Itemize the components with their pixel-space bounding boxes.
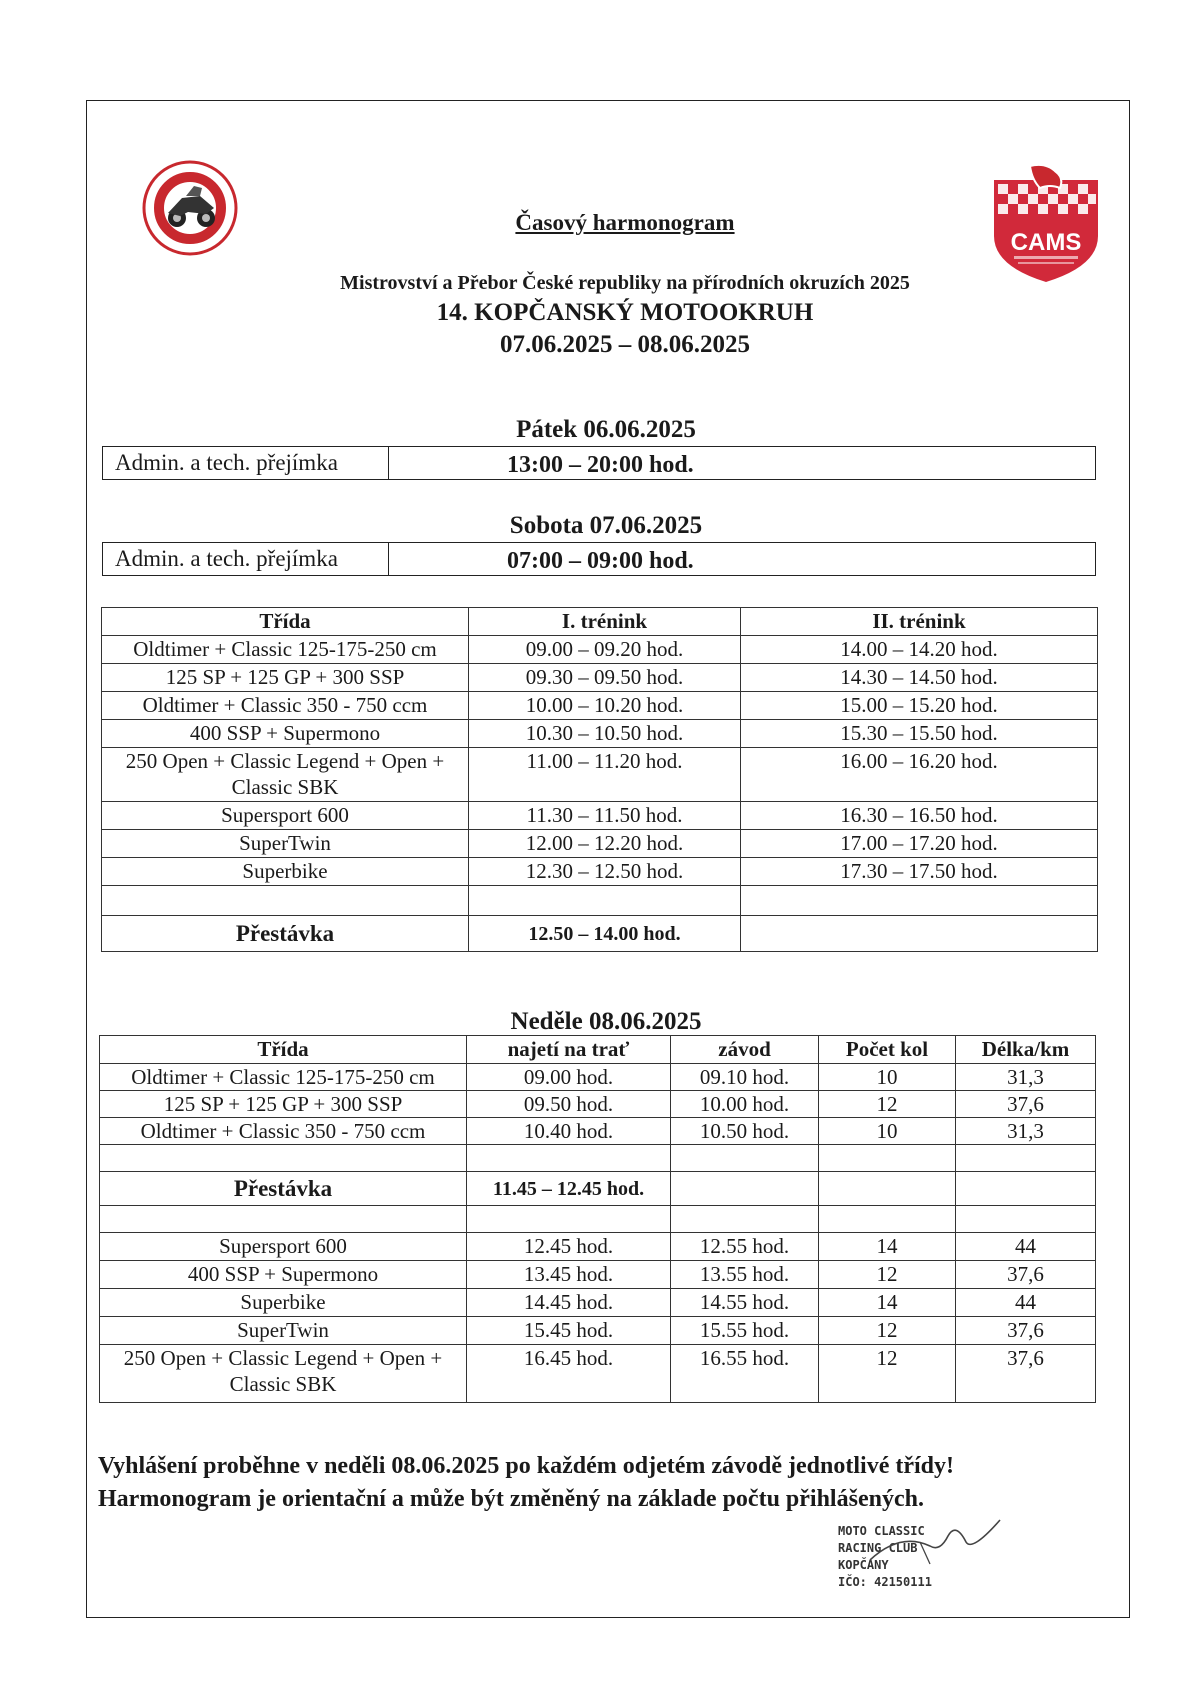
training-1-cell: 12.00 – 12.20 hod. [469,830,741,858]
footer-line-2: Harmonogram je orientační a může být změněný na základe počtu přihlášených. [98,1486,924,1512]
saturday-admin-row [102,542,1096,576]
track-entry-cell: 12.45 hod. [467,1233,671,1261]
training-2-cell: 16.00 – 16.20 hod. [741,748,1098,802]
break-time: 12.50 – 14.00 hod. [469,916,741,952]
club-logo [122,158,258,258]
race-cell: 13.55 hod. [671,1261,819,1289]
friday-admin-row [102,446,1096,480]
stamp-line: RACING CLUB [838,1541,918,1555]
training-1-cell: 10.00 – 10.20 hod. [469,692,741,720]
table-row [102,830,1098,858]
table-row [100,1317,1096,1345]
championship-subtitle: Mistrovství a Přebor České republiky na přírodních okruzích 2025 [340,272,910,294]
class-cell: Supersport 600 [100,1233,467,1261]
event-dates: 07.06.2025 – 08.06.2025 [500,331,750,358]
signature [860,1512,1010,1572]
table-header-row [102,608,1098,636]
friday-admin-time: 13:00 – 20:00 hod. [507,452,694,478]
table-row [102,664,1098,692]
training-1-cell: 10.30 – 10.50 hod. [469,720,741,748]
class-cell: Oldtimer + Classic 350 - 750 ccm [100,1118,467,1145]
table-row [102,692,1098,720]
class-cell: Oldtimer + Classic 125-175-250 cm [100,1064,467,1091]
laps-cell: 12 [819,1345,956,1403]
cams-logo [990,162,1102,286]
table-row [100,1064,1096,1091]
length-cell: 37,6 [956,1091,1096,1118]
event-name: 14. KOPČANSKÝ MOTOOKRUH [436,299,814,326]
saturday-admin-time: 07:00 – 09:00 hod. [507,548,694,574]
saturday-heading: Sobota 07.06.2025 [509,512,703,539]
table-row [102,748,1098,802]
table-header-row [100,1036,1096,1064]
class-cell: Superbike [100,1289,467,1317]
training-2-cell: 14.00 – 14.20 hod. [741,636,1098,664]
table-row [100,1345,1096,1403]
training-2-cell: 15.30 – 15.50 hod. [741,720,1098,748]
class-cell: 125 SP + 125 GP + 300 SSP [102,664,469,692]
saturday-training-table [101,607,1098,952]
stamp-line: KOPČANY [838,1558,889,1572]
column-header: I. trénink [469,608,741,636]
training-1-cell: 09.30 – 09.50 hod. [469,664,741,692]
sunday-heading: Neděle 08.06.2025 [510,1008,702,1035]
table-row [102,636,1098,664]
race-cell: 10.00 hod. [671,1091,819,1118]
saturday-admin-label: Admin. a tech. přejímka [103,543,389,575]
laps-cell: 14 [819,1233,956,1261]
training-2-cell: 15.00 – 15.20 hod. [741,692,1098,720]
column-header: závod [671,1036,819,1064]
document-title: Časový harmonogram [515,210,735,235]
column-header: Třída [102,608,469,636]
training-1-cell: 12.30 – 12.50 hod. [469,858,741,886]
stamp-line: IČO: 42150111 [838,1575,932,1589]
friday-admin-label: Admin. a tech. přejímka [103,447,389,479]
break-row [100,1172,1096,1206]
column-header: Délka/km [956,1036,1096,1064]
track-entry-cell: 13.45 hod. [467,1261,671,1289]
class-cell: Superbike [102,858,469,886]
column-header: najetí na trať [467,1036,671,1064]
training-1-cell: 09.00 – 09.20 hod. [469,636,741,664]
table-row [100,1091,1096,1118]
race-cell: 09.10 hod. [671,1064,819,1091]
track-entry-cell: 16.45 hod. [467,1345,671,1403]
class-cell: 400 SSP + Supermono [100,1261,467,1289]
laps-cell: 10 [819,1064,956,1091]
friday-heading: Pátek 06.06.2025 [516,416,696,443]
class-cell: 125 SP + 125 GP + 300 SSP [100,1091,467,1118]
stamp-line: MOTO CLASSIC [838,1524,925,1538]
break-time: 11.45 – 12.45 hod. [467,1172,671,1206]
cams-logo-text: CAMS [1010,229,1082,256]
track-entry-cell: 10.40 hod. [467,1118,671,1145]
class-cell: 250 Open + Classic Legend + Open + Classic SBK [102,748,469,802]
empty-row [100,1206,1096,1233]
break-row [102,916,1098,952]
race-cell: 10.50 hod. [671,1118,819,1145]
track-entry-cell: 09.00 hod. [467,1064,671,1091]
class-cell: 400 SSP + Supermono [102,720,469,748]
sunday-race-table [99,1035,1096,1403]
column-header: Třída [100,1036,467,1064]
laps-cell: 12 [819,1261,956,1289]
track-entry-cell: 15.45 hod. [467,1317,671,1345]
class-cell: SuperTwin [102,830,469,858]
column-header: Počet kol [819,1036,956,1064]
race-cell: 15.55 hod. [671,1317,819,1345]
training-1-cell: 11.30 – 11.50 hod. [469,802,741,830]
race-cell: 12.55 hod. [671,1233,819,1261]
class-cell: Supersport 600 [102,802,469,830]
empty-row [102,886,1098,916]
footer-note [98,1450,1118,1516]
length-cell: 31,3 [956,1064,1096,1091]
laps-cell: 14 [819,1289,956,1317]
length-cell: 37,6 [956,1345,1096,1403]
training-2-cell: 14.30 – 14.50 hod. [741,664,1098,692]
class-cell: Oldtimer + Classic 125-175-250 cm [102,636,469,664]
table-row [102,858,1098,886]
table-row [102,802,1098,830]
race-cell: 16.55 hod. [671,1345,819,1403]
training-1-cell: 11.00 – 11.20 hod. [469,748,741,802]
table-row [100,1261,1096,1289]
laps-cell: 10 [819,1118,956,1145]
track-entry-cell: 09.50 hod. [467,1091,671,1118]
class-cell: SuperTwin [100,1317,467,1345]
break-label: Přestávka [100,1172,467,1206]
table-row [100,1233,1096,1261]
race-cell: 14.55 hod. [671,1289,819,1317]
empty-row [100,1145,1096,1172]
table-row [100,1289,1096,1317]
footer-line-1: Vyhlášení proběhne v neděli 08.06.2025 po každém odjetém závodě jednotlivé třídy! [98,1453,954,1479]
class-cell: 250 Open + Classic Legend + Open + Classic SBK [100,1345,467,1403]
track-entry-cell: 14.45 hod. [467,1289,671,1317]
class-cell: Oldtimer + Classic 350 - 750 ccm [102,692,469,720]
training-2-cell: 17.30 – 17.50 hod. [741,858,1098,886]
table-row [102,720,1098,748]
length-cell: 37,6 [956,1317,1096,1345]
laps-cell: 12 [819,1317,956,1345]
table-row [100,1118,1096,1145]
length-cell: 44 [956,1233,1096,1261]
length-cell: 31,3 [956,1118,1096,1145]
break-label: Přestávka [102,916,469,952]
training-2-cell: 17.00 – 17.20 hod. [741,830,1098,858]
training-2-cell: 16.30 – 16.50 hod. [741,802,1098,830]
length-cell: 44 [956,1289,1096,1317]
length-cell: 37,6 [956,1261,1096,1289]
column-header: II. trénink [741,608,1098,636]
laps-cell: 12 [819,1091,956,1118]
